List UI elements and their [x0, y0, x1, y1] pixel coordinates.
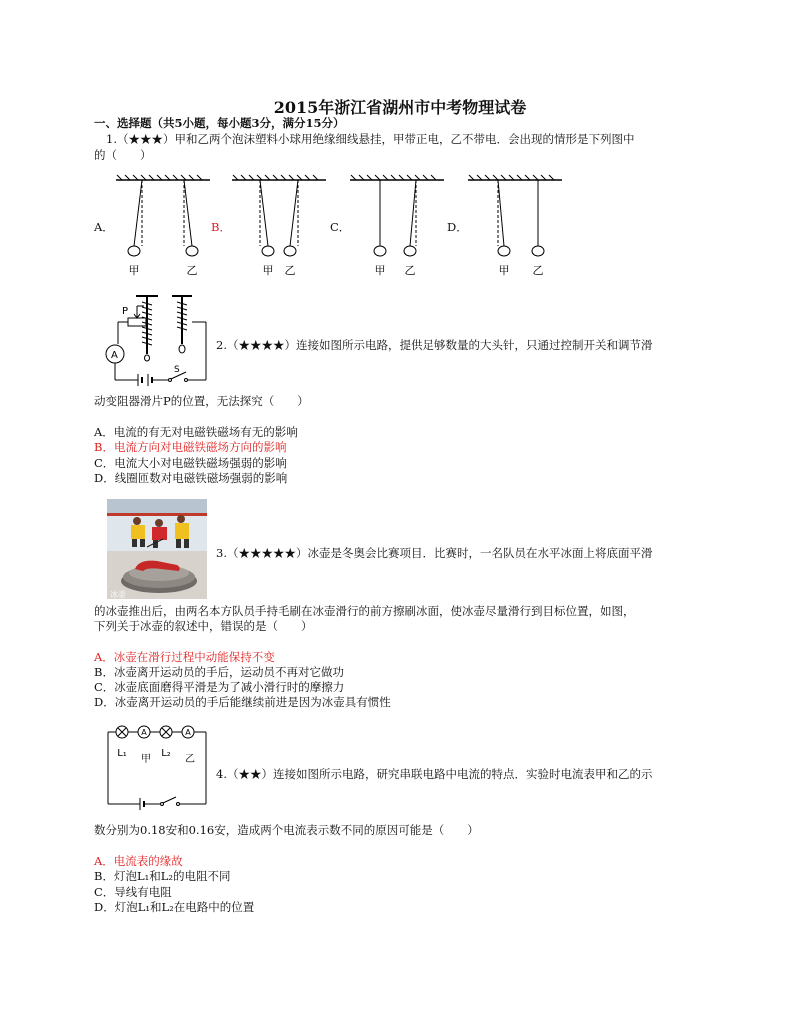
svg-text:甲: 甲 [262, 264, 274, 277]
q3-curling-photo [107, 499, 207, 599]
q1-figure-d [468, 175, 562, 256]
q3-photo-caption: 冰壶 [110, 590, 126, 599]
svg-text:甲: 甲 [374, 264, 386, 277]
svg-text:乙: 乙 [185, 754, 195, 765]
q4-option-b: B．灯泡L₁和L₂的电阻不同 [94, 869, 231, 883]
svg-text:乙: 乙 [404, 264, 416, 277]
q3-stem-line3: 下列关于冰壶的叙述中，错误的是（ ） [94, 619, 313, 633]
q1-option-b-label: B． [211, 220, 231, 234]
svg-text:乙: 乙 [186, 264, 198, 277]
q2-option-b: B．电流方向对电磁铁磁场方向的影响 [94, 440, 287, 454]
section-heading: 一、选择题（共5小题，每小题3分，满分15分） [94, 116, 345, 130]
q3-option-c: C．冰壶底面磨得平滑是为了减小滑行时的摩擦力 [94, 680, 345, 694]
q2-stem-line2: 动变阻器滑片P的位置，无法探究（ ） [94, 394, 309, 408]
svg-text:L₂: L₂ [161, 748, 171, 759]
q4-stem-line1: 4.（★★）连接如图所示电路，研究串联电路中电流的特点．实验时电流表甲和乙的示 [216, 767, 653, 781]
q3-option-a: A．冰壶在滑行过程中动能保持不变 [94, 650, 275, 664]
q4-option-a: A．电流表的缘故 [94, 854, 183, 868]
q4-circuit-figure [98, 722, 213, 817]
svg-text:S: S [174, 365, 180, 375]
q1-stem-line2: 的（ ） [94, 148, 152, 162]
q4-stem-line2: 数分别为0.18安和0.16安，造成两个电流表示数不同的原因可能是（ ） [94, 823, 479, 837]
svg-text:乙: 乙 [284, 264, 296, 277]
q2-option-d: D．线圈匝数对电磁铁磁场强弱的影响 [94, 471, 288, 485]
svg-text:P: P [122, 306, 129, 317]
q2-circuit-figure [98, 292, 210, 387]
svg-text:L₁: L₁ [117, 748, 127, 759]
q1-option-a-label: A． [94, 220, 114, 234]
svg-text:A: A [141, 728, 147, 737]
q1-pendulum-figures [110, 168, 580, 280]
svg-text:甲: 甲 [498, 264, 510, 277]
q1-option-d-label: D． [447, 220, 468, 234]
q1-figure-b [232, 175, 326, 256]
q1-option-c-label: C． [330, 220, 351, 234]
q3-option-d: D．冰壶离开运动员的手后能继续前进是因为冰壶具有惯性 [94, 695, 391, 709]
q3-option-b: B．冰壶离开运动员的手后，运动员不再对它做功 [94, 665, 344, 679]
q1-figure-a [116, 175, 210, 256]
q1-stem-line1: 1.（★★★）甲和乙两个泡沫塑料小球用绝缘细线悬挂，甲带正电，乙不带电．会出现的情形是下列图中 [106, 132, 635, 146]
q4-option-d: D．灯泡L₁和L₂在电路中的位置 [94, 900, 255, 914]
page-title: 2015年浙江省湖州市中考物理试卷 [273, 98, 527, 117]
svg-text:A: A [185, 728, 191, 737]
svg-text:甲: 甲 [141, 754, 151, 765]
q3-stem-line2: 的冰壶推出后，由两名本方队员手持毛刷在冰壶滑行的前方擦刷冰面，使冰壶尽量滑行到目标位置，如图， [94, 604, 635, 618]
q2-option-a: A．电流的有无对电磁铁磁场有无的影响 [94, 425, 298, 439]
svg-text:甲: 甲 [128, 264, 140, 277]
svg-text:A: A [111, 350, 118, 361]
q1-figure-c [350, 175, 444, 256]
q4-option-c: C．导线有电阻 [94, 885, 172, 899]
q2-stem-line1: 2.（★★★★）连接如图所示电路，提供足够数量的大头针，只通过控制开关和调节滑 [216, 338, 653, 352]
q2-option-c: C．电流大小对电磁铁磁场强弱的影响 [94, 456, 287, 470]
svg-text:乙: 乙 [532, 264, 544, 277]
q3-stem-line1: 3.（★★★★★）冰壶是冬奥会比赛项目．比赛时，一名队员在水平冰面上将底面平滑 [216, 546, 653, 560]
